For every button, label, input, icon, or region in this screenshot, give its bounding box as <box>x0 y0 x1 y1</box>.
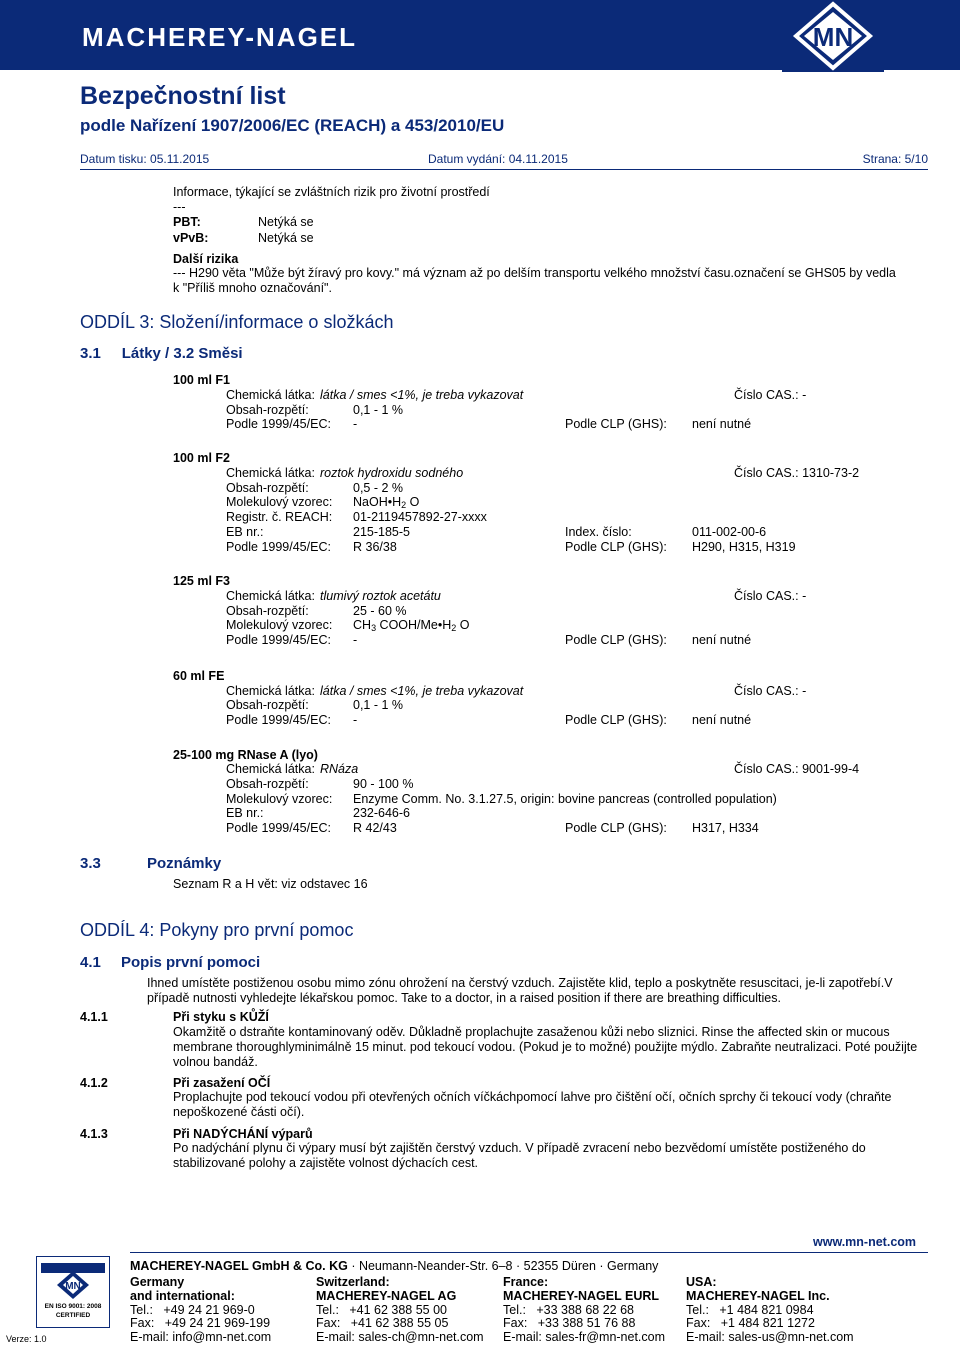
f2-formula-label: Molekulový vzorec: <box>226 495 333 509</box>
rnase-dir: R 42/43 <box>353 821 397 835</box>
vpvb-value: Netýká se <box>258 231 314 245</box>
fe-conc-label: Obsah-rozpětí: <box>226 698 309 712</box>
fe-chem-label: Chemická látka: <box>226 684 315 698</box>
rnase-cas: Číslo CAS.: 9001-99-4 <box>734 762 860 776</box>
fe-clp-label: Podle CLP (GHS): <box>565 713 667 727</box>
f2-dir-label: Podle 1999/45/EC: <box>226 540 331 554</box>
f2-cas: Číslo CAS.: 1310-73-2 <box>734 466 860 480</box>
f2-clp-label: Podle CLP (GHS): <box>565 540 667 554</box>
footer-col3-h2: MACHEREY-NAGEL EURL <box>503 1289 660 1303</box>
section-3-title: ODDÍL 3: Složení/informace o složkách <box>80 312 394 332</box>
f3-formula: $CH_3$ COOH/$Me•H_2$ O <box>353 618 470 633</box>
f1-dir: - <box>353 417 358 431</box>
f3-chem-label: Chemická látka: <box>226 589 315 603</box>
fe-dir: - <box>353 713 358 727</box>
f2-eb: 215-185-5 <box>353 525 410 539</box>
f2-conc-label: Obsah-rozpětí: <box>226 481 309 495</box>
footer-col3-mail[interactable]: E-mail: sales-fr@mn-net.com <box>503 1330 666 1344</box>
footer-col2-mail[interactable]: E-mail: sales-ch@mn-net.com <box>316 1330 484 1344</box>
notes-text: Seznam R a H vět: viz odstavec 16 <box>173 877 368 891</box>
mn-logo <box>782 0 884 72</box>
subsection-3-3-number: 3.3 <box>80 855 101 872</box>
s411-title: Při styku s KŮŽÍ <box>173 1010 269 1024</box>
f2-dir: R 36/38 <box>353 540 397 554</box>
rnase-chem: RNáza <box>320 762 359 776</box>
f1-clp: není nutné <box>692 417 752 431</box>
footer-col4-h2: MACHEREY-NAGEL Inc. <box>686 1289 830 1303</box>
rnase-clp: H317, H334 <box>692 821 759 835</box>
rnase-clp-label: Podle CLP (GHS): <box>565 821 667 835</box>
f2-reach-label: Registr. č. REACH: <box>226 510 333 524</box>
f2-conc: 0,5 - 2 % <box>353 481 404 495</box>
rnase-dir-label: Podle 1999/45/EC: <box>226 821 331 835</box>
footer-col3-tel: Tel.: +33 388 68 22 68 <box>503 1303 635 1317</box>
issue-date: Datum vydání: 04.11.2015 <box>428 152 568 166</box>
f2-clp: H290, H315, H319 <box>692 540 796 554</box>
footer-col4-h1: USA: <box>686 1275 717 1289</box>
page-number: Strana: 5/10 <box>862 152 928 166</box>
f1-clp-label: Podle CLP (GHS): <box>565 417 667 431</box>
rnase-eb-label: EB nr.: <box>226 806 264 820</box>
website-link[interactable]: www.mn-net.com <box>813 1235 917 1249</box>
document-title: Bezpečnostní list <box>80 82 286 110</box>
fe-dir-label: Podle 1999/45/EC: <box>226 713 331 727</box>
s413-number: 4.1.3 <box>80 1127 108 1141</box>
rnase-conc-label: Obsah-rozpětí: <box>226 777 309 791</box>
footer-col1-mail[interactable]: E-mail: info@mn-net.com <box>130 1330 272 1344</box>
fe-chem: látka / smes <1%, je treba vykazovat <box>320 684 524 698</box>
other-hazards-line1: --- H290 věta "Může být žíravý pro kovy." má význam až po delším transportu velkého množství času.označení se GHS05 by vedla <box>173 266 896 280</box>
s411-number: 4.1.1 <box>80 1010 108 1024</box>
f3-name: 125 ml F3 <box>173 574 230 588</box>
rnase-eb: 232-646-6 <box>353 806 410 820</box>
f3-chem: tlumivý roztok acetátu <box>320 589 441 603</box>
f2-name: 100 ml F2 <box>173 451 230 465</box>
other-hazards-line2: k "Příliš mnoho označování". <box>173 281 332 295</box>
cert-line2: CERTIFIED <box>55 1312 91 1319</box>
brand-name: MACHEREY-NAGEL <box>82 22 358 52</box>
f2-chem: roztok hydroxidu sodného <box>320 466 464 480</box>
footer-col2-tel: Tel.: +41 62 388 55 00 <box>316 1303 448 1317</box>
rnase-chem-label: Chemická látka: <box>226 762 315 776</box>
subsection-3-1-title: 3.1 Látky / 3.2 Směsi <box>80 345 243 362</box>
logo-text: MN <box>812 22 854 52</box>
footer-col4-tel: Tel.: +1 484 821 0984 <box>686 1303 814 1317</box>
s411-text: Okamžitě o dstraňte kontaminovaný oděv. Důkladně proplachujte zasaženou kůži nebo sliznici. Rinse the affected skin or mucous membrane thoroughlyminimálně 15 minut. pod tekoucí vodou. (Pokud je to možné) použijte mýdlo. Zabraňte neutralizaci. Poté použijte volnou bandáž. <box>173 1025 918 1069</box>
f2-index: 011-002-00-6 <box>692 525 767 539</box>
f3-dir-label: Podle 1999/45/EC: <box>226 633 331 647</box>
f3-conc: 25 - 60 % <box>353 604 407 618</box>
meta-divider <box>80 169 928 170</box>
svg-text:MN: MN <box>65 1281 81 1292</box>
subsection-4-1-number: 4.1 <box>80 954 101 971</box>
fe-cas: Číslo CAS.: - <box>734 684 807 698</box>
f3-dir: - <box>353 633 358 647</box>
footer-col2-fax: Fax: +41 62 388 55 05 <box>316 1316 449 1330</box>
rnase-formula: Enzyme Comm. No. 3.1.27.5, origin: bovine pancreas (controlled population) <box>353 792 777 806</box>
section-4-title: ODDÍL 4: Pokyny pro první pomoc <box>80 920 354 940</box>
f3-cas: Číslo CAS.: - <box>734 589 807 603</box>
print-date: Datum tisku: 05.11.2015 <box>80 152 210 166</box>
s412-number: 4.1.2 <box>80 1076 108 1090</box>
subsection-3-3-title: Poznámky <box>147 855 222 872</box>
f2-eb-label: EB nr.: <box>226 525 264 539</box>
f1-chem: látka / smes <1%, je treba vykazovat <box>320 388 524 402</box>
cert-line1: EN ISO 9001: 2008 <box>44 1303 102 1310</box>
f1-conc-label: Obsah-rozpětí: <box>226 403 309 417</box>
footer-col3-fax: Fax: +33 388 51 76 88 <box>503 1316 636 1330</box>
footer-col3-h1: France: <box>503 1275 549 1289</box>
version-label: Verze: 1.0 <box>6 1334 47 1344</box>
fe-name: 60 ml FE <box>173 669 225 683</box>
f1-dir-label: Podle 1999/45/EC: <box>226 417 331 431</box>
footer-col2-h2: MACHEREY-NAGEL AG <box>316 1289 457 1303</box>
f1-name: 100 ml F1 <box>173 373 230 387</box>
other-hazards-heading: Další rizika <box>173 252 239 266</box>
s413-text: Po nadýchání plynu či výpary musí být zajištěn čerstvý vzduch. V případě zvracení nebo bezvědomí umístěte postiženého do stabilizované polohy a zajistěte volnost dýchacích cest. <box>173 1141 866 1170</box>
f2-reach: 01-2119457892-27-xxxx <box>353 510 487 524</box>
meta-bar <box>80 152 928 167</box>
footer-col1-fax: Fax: +49 24 21 969-199 <box>130 1316 271 1330</box>
fe-conc: 0,1 - 1 % <box>353 698 404 712</box>
f1-conc: 0,1 - 1 % <box>353 403 404 417</box>
footer-col1-tel: Tel.: +49 24 21 969-0 <box>130 1303 255 1317</box>
f2-formula: $NaOH•H_2$ O <box>353 495 420 510</box>
rnase-name: 25-100 mg RNase A (lyo) <box>173 748 318 762</box>
subsection-4-1-title: Popis první pomoci <box>121 954 261 971</box>
f2-chem-label: Chemická látka: <box>226 466 315 480</box>
env-hazards-dashes: --- <box>173 200 186 214</box>
f1-chem-label: Chemická látka: <box>226 388 315 402</box>
env-hazards-heading: Informace, týkající se zvláštních rizik pro životní prostředí <box>173 185 490 199</box>
footer-divider <box>130 1252 928 1253</box>
fe-clp: není nutné <box>692 713 752 727</box>
f1-cas: Číslo CAS.: - <box>734 388 807 402</box>
mn-cert-icon <box>37 1261 109 1301</box>
s412-title: Při zasažení OČÍ <box>173 1076 271 1090</box>
f3-clp: není nutné <box>692 633 752 647</box>
footer-col1-h1: Germany <box>130 1275 185 1289</box>
company-address: MACHEREY-NAGEL GmbH & Co. KG · Neumann-Neander-Str. 6–8 · 52355 Düren · Germany <box>130 1259 659 1273</box>
rnase-conc: 90 - 100 % <box>353 777 414 791</box>
f3-conc-label: Obsah-rozpětí: <box>226 604 309 618</box>
s412-text: Proplachujte pod tekoucí vodou při otevřených očních víčkáchpomocí lahve pro čištění očí, očních sprchy či tekoucí vody (chraňte nepoškozené části očí). <box>173 1090 892 1119</box>
certification-logo <box>36 1256 110 1328</box>
footer-col4-fax: Fax: +1 484 821 1272 <box>686 1316 815 1330</box>
f3-formula-label: Molekulový vzorec: <box>226 618 333 632</box>
pbt-label: PBT: <box>173 215 201 229</box>
s413-title: Při NADÝCHÁNÍ výparů <box>173 1127 313 1141</box>
footer-col4-mail[interactable]: E-mail: sales-us@mn-net.com <box>686 1330 854 1344</box>
rnase-formula-label: Molekulový vzorec: <box>226 792 333 806</box>
first-aid-general-text: Ihned umístěte postiženou osobu mimo zónu ohrožení na čerstvý vzduch. Zajistěte klid, teplo a poskytněte resuscitaci, je-li zapotřebí.V případě nutnosti vyhledejte lékařskou pomoc. Take to a doctor, in a raised position if there are breathing difficulties. <box>147 976 893 1005</box>
footer-col1-h2: and international: <box>130 1289 235 1303</box>
f3-clp-label: Podle CLP (GHS): <box>565 633 667 647</box>
document-subtitle: podle Nařízení 1907/2006/EC (REACH) a 453/2010/EU <box>80 116 505 135</box>
pbt-value: Netýká se <box>258 215 314 229</box>
footer-col2-h1: Switzerland: <box>316 1275 390 1289</box>
f2-index-label: Index. číslo: <box>565 525 632 539</box>
vpvb-label: vPvB: <box>173 231 209 245</box>
